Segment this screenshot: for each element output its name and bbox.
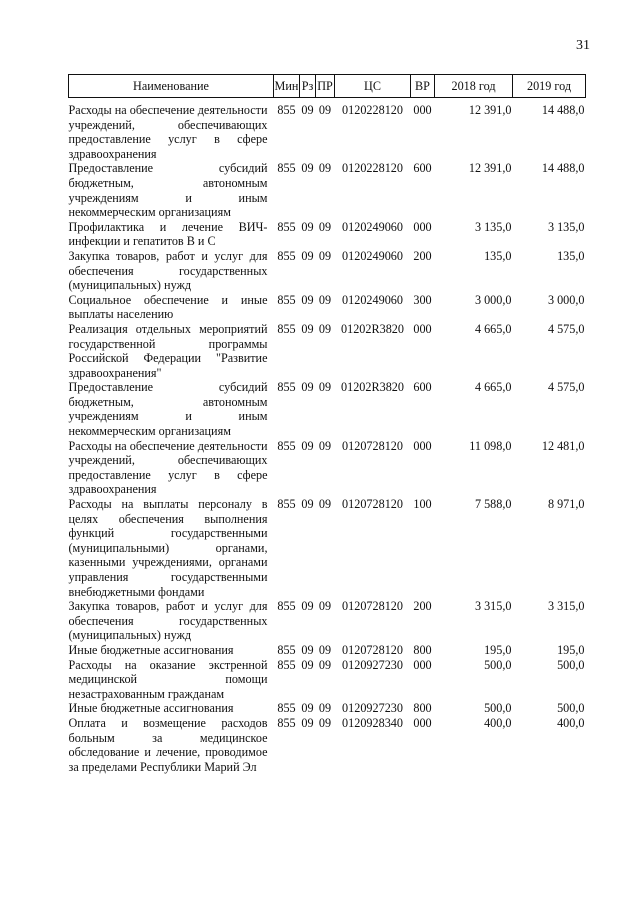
row-min: 855 (277, 497, 296, 512)
row-rz: 09 (301, 380, 314, 395)
row-rz: 09 (301, 161, 314, 176)
row-pr: 09 (318, 497, 332, 512)
row-name: Расходы на оказание экстренной медицинской помощи незастрахованным гражданам (68, 657, 268, 701)
row-cs: 0120249060 (342, 219, 403, 234)
header-min: Мин (274, 75, 300, 98)
row-amount-2019: 3 315,0 (547, 599, 585, 614)
table-row (69, 497, 586, 599)
row-min: 855 (277, 701, 296, 716)
row-cs: 0120927230 (342, 701, 403, 716)
row-amount-2019: 400,0 (557, 715, 585, 730)
row-name: Реализация отдельных мероприятий государственной программы Российской Федерации "Развитие здравоохранения" (68, 321, 268, 380)
row-rz: 09 (301, 292, 314, 307)
row-min: 855 (277, 715, 296, 730)
row-cs: 0120249060 (342, 248, 403, 263)
row-vr: 800 (413, 642, 432, 657)
row-amount-2019: 8 971,0 (547, 497, 585, 512)
row-cs: 0120728120 (342, 642, 403, 657)
row-cs: 0120728120 (342, 497, 403, 512)
row-rz: 09 (301, 657, 314, 672)
table-row (69, 643, 586, 658)
row-cs: 0120927230 (342, 657, 403, 672)
row-rz: 09 (301, 321, 314, 336)
row-min: 855 (277, 103, 296, 117)
row-min: 855 (277, 321, 296, 336)
row-rz: 09 (301, 103, 314, 117)
page-number: 31 (576, 38, 590, 53)
row-pr: 09 (318, 599, 332, 614)
row-vr: 300 (413, 292, 432, 307)
row-cs: 0120928340 (342, 715, 403, 730)
row-pr: 09 (318, 103, 332, 117)
row-amount-2019: 500,0 (557, 701, 585, 716)
row-name: Социальное обеспечение и иные выплаты населению (68, 292, 268, 322)
table-row (69, 658, 586, 702)
row-min: 855 (277, 219, 296, 234)
row-vr: 600 (413, 380, 432, 395)
header-2019: 2019 год (513, 75, 586, 98)
row-amount-2018: 4 665,0 (474, 321, 512, 336)
row-name: Оплата и возмещение расходов больным за медицинское обследование и лечение, проводимое за пределами Республики Марий Эл (68, 715, 268, 774)
row-amount-2018: 400,0 (484, 715, 512, 730)
row-cs: 0120228120 (342, 103, 403, 117)
row-cs: 0120228120 (342, 161, 403, 176)
table-row (69, 439, 586, 497)
row-amount-2019: 135,0 (557, 248, 585, 263)
budget-table (68, 74, 586, 774)
row-min: 855 (277, 642, 296, 657)
row-amount-2018: 12 391,0 (468, 103, 512, 117)
row-vr: 600 (413, 161, 432, 176)
row-rz: 09 (301, 438, 314, 453)
table-row (69, 161, 586, 219)
row-vr: 200 (413, 599, 432, 614)
row-cs: 01202R3820 (341, 321, 404, 336)
row-vr: 000 (413, 103, 432, 117)
header-name: Наименование (69, 75, 274, 98)
row-name: Иные бюджетные ассигнования (68, 701, 234, 716)
row-name: Предоставление субсидий бюджетным, автономным учреждениям и иным некоммерческим организациям (68, 380, 268, 439)
row-vr: 800 (413, 701, 432, 716)
row-pr: 09 (318, 321, 332, 336)
row-min: 855 (277, 438, 296, 453)
row-name: Закупка товаров, работ и услуг для обеспечения государственных (муниципальных) нужд (68, 248, 268, 293)
table-header-row (69, 75, 586, 98)
header-pr: ПР (316, 75, 335, 98)
row-name: Закупка товаров, работ и услуг для обеспечения государственных (муниципальных) нужд (68, 599, 268, 643)
row-min: 855 (277, 292, 296, 307)
row-min: 855 (277, 599, 296, 614)
table-row (69, 98, 586, 162)
row-amount-2018: 3 315,0 (474, 599, 512, 614)
row-pr: 09 (318, 219, 332, 234)
row-vr: 000 (413, 219, 432, 234)
header-cs: ЦС (335, 75, 411, 98)
row-amount-2019: 3 000,0 (547, 292, 585, 307)
row-pr: 09 (318, 701, 332, 716)
row-pr: 09 (318, 438, 332, 453)
row-name: Расходы на обеспечение деятельности учреждений, обеспечивающих предоставление услуг в сфере здравоохранения (68, 438, 268, 497)
row-pr: 09 (318, 161, 332, 176)
row-vr: 000 (413, 438, 432, 453)
row-amount-2018: 3 000,0 (474, 292, 512, 307)
row-rz: 09 (301, 497, 314, 512)
row-amount-2019: 500,0 (557, 657, 585, 672)
row-amount-2018: 500,0 (484, 701, 512, 716)
row-cs: 0120728120 (342, 599, 403, 614)
row-cs: 01202R3820 (341, 380, 404, 395)
row-cs: 0120728120 (342, 438, 403, 453)
row-pr: 09 (318, 380, 332, 395)
row-pr: 09 (318, 657, 332, 672)
row-amount-2019: 4 575,0 (547, 380, 585, 395)
row-cs: 0120249060 (342, 292, 403, 307)
row-amount-2019: 14 488,0 (541, 161, 585, 176)
row-amount-2018: 12 391,0 (468, 161, 512, 176)
table-row (69, 249, 586, 293)
row-vr: 000 (413, 657, 432, 672)
row-min: 855 (277, 248, 296, 263)
table-row (69, 293, 586, 322)
row-amount-2018: 135,0 (484, 248, 512, 263)
row-vr: 000 (413, 715, 432, 730)
row-amount-2019: 12 481,0 (541, 438, 585, 453)
row-rz: 09 (301, 642, 314, 657)
row-vr: 200 (413, 248, 432, 263)
row-amount-2018: 195,0 (484, 642, 512, 657)
row-name: Расходы на обеспечение деятельности учреждений, обеспечивающих предоставление услуг в сфере здравоохранения (68, 103, 268, 161)
table-row (69, 322, 586, 380)
row-amount-2019: 195,0 (557, 642, 585, 657)
table-row (69, 716, 586, 774)
row-amount-2019: 14 488,0 (541, 103, 585, 117)
row-rz: 09 (301, 248, 314, 263)
table-row (69, 599, 586, 643)
row-amount-2018: 4 665,0 (474, 380, 512, 395)
row-name: Иные бюджетные ассигнования (68, 642, 234, 657)
row-pr: 09 (318, 715, 332, 730)
row-rz: 09 (301, 599, 314, 614)
row-amount-2018: 500,0 (484, 657, 512, 672)
row-pr: 09 (318, 248, 332, 263)
row-amount-2019: 4 575,0 (547, 321, 585, 336)
row-name: Предоставление субсидий бюджетным, автономным учреждениям и иным некоммерческим организациям (68, 161, 268, 220)
row-vr: 000 (413, 321, 432, 336)
table-body (69, 98, 586, 775)
row-amount-2018: 7 588,0 (474, 497, 512, 512)
row-amount-2018: 3 135,0 (474, 219, 512, 234)
row-rz: 09 (301, 219, 314, 234)
table-row (69, 701, 586, 716)
row-amount-2018: 11 098,0 (469, 438, 512, 453)
row-amount-2019: 3 135,0 (547, 219, 585, 234)
header-2018: 2018 год (435, 75, 513, 98)
row-min: 855 (277, 657, 296, 672)
row-rz: 09 (301, 715, 314, 730)
table-row (69, 380, 586, 438)
header-vr: ВР (411, 75, 435, 98)
row-pr: 09 (318, 642, 332, 657)
row-name: Расходы на выплаты персоналу в целях обеспечения выполнения функций государственными (муниципальными) органами, казенными учреждениями, органами управления государственными внебюджетными фондами (68, 497, 268, 599)
table-row (69, 220, 586, 249)
row-pr: 09 (318, 292, 332, 307)
row-name: Профилактика и лечение ВИЧ-инфекции и гепатитов В и С (68, 219, 268, 249)
row-min: 855 (277, 161, 296, 176)
row-min: 855 (277, 380, 296, 395)
header-rz: Рз (300, 75, 316, 98)
row-rz: 09 (301, 701, 314, 716)
row-vr: 100 (413, 497, 432, 512)
